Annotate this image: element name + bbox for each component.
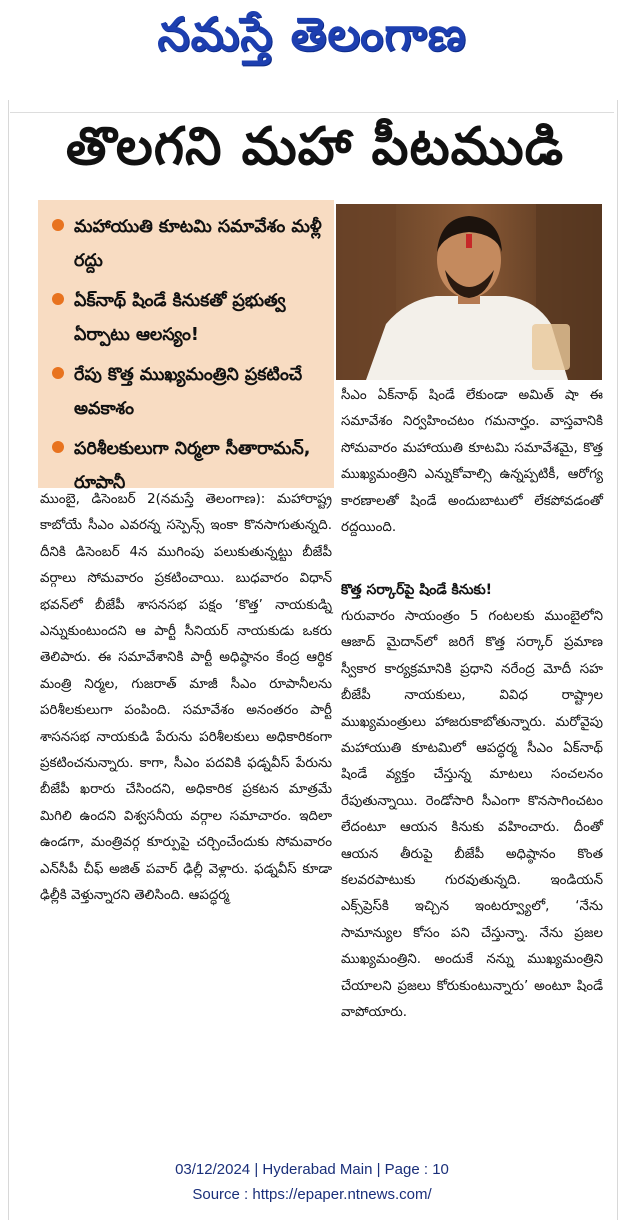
- highlight-text: ఏక్‌నాథ్ షిండే కినుకతో ప్రభుత్వ ఏర్పాటు ఆలస్యం!: [74, 291, 286, 345]
- divider: [10, 112, 614, 113]
- highlights-box: [38, 200, 334, 493]
- body-column-right-bottom: [341, 604, 603, 1027]
- portrait-image-icon: [336, 204, 602, 380]
- highlight-item: [52, 358, 326, 426]
- bullet-icon: [52, 441, 64, 453]
- highlight-text: రేపు కొత్త ముఖ్యమంత్రిని ప్రకటించే అవకాశం: [74, 365, 303, 419]
- bullet-icon: [52, 293, 64, 305]
- footer-date-edition: 03/12/2024 | Hyderabad Main | Page : 10: [175, 1161, 449, 1178]
- body-paragraph: సీఎం ఏక్‌నాథ్ షిండే లేకుండా అమిత్ షా ఈ సమావేశం నిర్వహించటం గమనార్హం. వాస్తవానికి సోమవారం మహాయుతి కూటమి సమావేశమై, కొత్త ముఖ్యమంత్రిని ఎన్నుకోవాల్సి ఉన్నప్పటికీ, ఆరోగ్య కారణాలతో షిండే అందుబాటులో లేకపోవడంతో రద్దయింది.: [341, 388, 603, 536]
- masthead: [0, 0, 624, 80]
- footer-source: Source : https://epaper.ntnews.com/: [192, 1186, 432, 1203]
- body-paragraph: గురువారం సాయంత్రం 5 గంటలకు ముంబైలోని ఆజాద్ మైదాన్‌లో జరిగే కొత్త సర్కార్ ప్రమాణ స్వీకార కార్యక్రమానికి ప్రధాని నరేంద్ర మోదీ సహ బీజేపీ నాయకులు, వివిధ రాష్ట్రాల ముఖ్యమంత్రులు హాజరుకాబోతున్నారు. మరోవైపు మహాయుతి కూటమిలో ఆపద్ధర్మ సీఎం ఏక్‌నాథ్ షిండే వ్యక్తం చేస్తున్న మాటలు సంచలనం రేపుతున్నాయి. రెండోసారి సీఎంగా కొనసాగించటం లేదంటూ ఆయన కినుకు వహించారు. దీంతో ఆయన తీరుపై బీజేపీ అధిష్ఠానం కొంత కలవరపాటుకు గురవుతున్నది. ఇండియన్ ఎక్స్‌ప్రెస్‌కి ఇచ్చిన ఇంటర్వ్యూలో, ‘నేను సామాన్యుల కోసం పని చేస్తున్నా. నేను ప్రజల ముఖ్యమంత్రిని. అందుకే నన్ను ముఖ్యమంత్రిని చేయాలని ప్రజలు కోరుకుంటున్నారు’ అంటూ షిండే వాపోయారు.: [341, 609, 603, 1021]
- highlight-text: పరిశీలకులుగా నిర్మలా సీతారామన్, రూపానీ: [74, 439, 311, 493]
- bullet-icon: [52, 367, 64, 379]
- body-column-right-top: [341, 383, 603, 541]
- masthead-title: నమస్తే తెలంగాణ: [157, 7, 467, 61]
- headline: [20, 118, 610, 188]
- bullet-icon: [52, 219, 64, 231]
- subheading: కొత్త సర్కార్‌పై షిండే కినుకు!: [341, 582, 493, 598]
- highlight-item: [52, 284, 326, 352]
- body-paragraph: ముంబై, డిసెంబర్ 2(నమస్తే తెలంగాణ): మహారాష్ట్ర కాబోయే సీఎం ఎవరన్న సస్పెన్స్ ఇంకా కొనసాగుతున్నది. దీనికి డిసెంబర్ 4న ముగింపు పలుకుతున్నట్టు బీజేపీ వర్గాలు సోమవారం ప్రకటించాయి. బుధవారం విధాన్ భవన్‌లో బీజేపీ శాసనసభ పక్షం ‘కొత్త’ నాయకుడ్ని ఎన్నుకుంటుందని ఆ పార్టీ సీనియర్ నాయకుడు ఒకరు తెలిపారు. ఈ సమావేశానికి పార్టీ అధిష్ఠానం కేంద్ర ఆర్థిక మంత్రి నిర్మల, గుజరాత్ మాజీ సీఎం రూపానీలను పరిశీలకులుగా పంపింది. సమావేశం అనంతరం పార్టీ శాసనసభ నాయకుడి పేరును పరిశీలకులు అధికారికంగా ప్రకటించనున్నారు. కాగా, సీఎం పదవికి ఫడ్నవీస్ పేరును బీజేపీ ఖరారు చేసిందని, అధికారిక ప్రకటన మాత్రమే మిగిలి ఉందని విశ్వసనీయ వర్గాల సమాచారం. ఇదిలా ఉండగా, మంత్రివర్గ కూర్పుపై చర్చించేందుకు సోమవారం ఎన్‌సీపీ చీఫ్ అజిత్ పవార్ ఢిల్లీ వెళ్లారు. ఫడ్నవీస్ కూడా ఢిల్లీకి వెళ్తున్నారని తెలిసింది. ఆపద్ధర్మ: [40, 492, 332, 904]
- highlight-text: మహాయుతి కూటమి సమావేశం మళ్లీ రద్దు: [74, 217, 322, 271]
- body-column-left: [40, 487, 332, 910]
- highlight-item: [52, 210, 326, 278]
- headline-text: తొలగని మహా పీటముడి: [65, 116, 565, 177]
- news-photo: [336, 204, 602, 380]
